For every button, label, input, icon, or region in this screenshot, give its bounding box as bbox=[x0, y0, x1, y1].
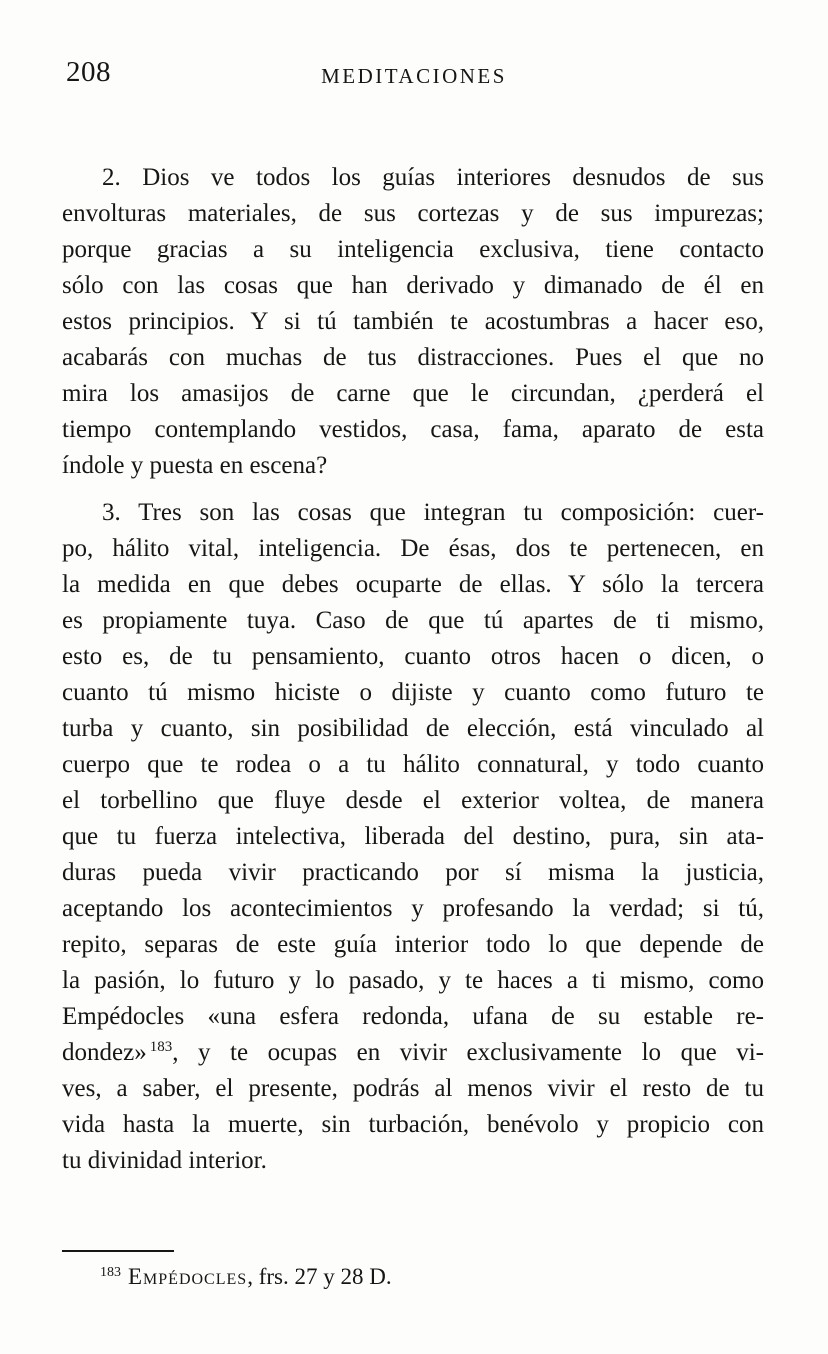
text-line: mira los amasijos de carne que le circundan, ¿perderá el bbox=[62, 380, 764, 407]
text-line: la pasión, lo futuro y lo pasado, y te haces a ti mismo, como bbox=[62, 967, 764, 994]
text-line: índole y puesta en escena? bbox=[62, 452, 328, 479]
text-line: es propiamente tuya. Caso de que tú apartes de ti mismo, bbox=[62, 607, 764, 634]
text-line: porque gracias a su inteligencia exclusiva, tiene contacto bbox=[62, 236, 764, 263]
footnote-marker: 183 bbox=[100, 1265, 121, 1280]
text-line: 2. Dios ve todos los guías interiores desnudos de sus bbox=[102, 164, 764, 191]
footnote-ref-183: 183 bbox=[149, 1039, 173, 1055]
text-segment: dondez» bbox=[62, 1039, 147, 1066]
page-header bbox=[66, 56, 762, 92]
text-line: esto es, de tu pensamiento, cuanto otros hacen o dicen, o bbox=[62, 643, 764, 670]
paragraph-3 bbox=[62, 495, 764, 1179]
text-line: sólo con las cosas que han derivado y dimanado de él en bbox=[62, 272, 764, 299]
footnote-reference: , frs. 27 y 28 D. bbox=[247, 1264, 392, 1289]
text-line: acabarás con muchas de tus distracciones. Pues el que no bbox=[62, 344, 764, 371]
text-line: la medida en que debes ocuparte de ellas. Y sólo la tercera bbox=[62, 571, 764, 598]
text-line: aceptando los acontecimientos y profesando la verdad; si tú, bbox=[62, 895, 764, 922]
text-line: duras pueda vivir practicando por sí misma la justicia, bbox=[62, 859, 764, 886]
text-line: envolturas materiales, de sus cortezas y de sus impurezas; bbox=[62, 200, 764, 227]
footnote-area bbox=[62, 1250, 764, 1292]
running-title: MEDITACIONES bbox=[321, 64, 507, 88]
text-line: Empédocles «una esfera redonda, ufana de su estable re- bbox=[62, 1003, 764, 1030]
text-segment: , y te ocupas en vivir exclusivamente lo que vi- bbox=[172, 1039, 764, 1066]
footnote-rule bbox=[62, 1250, 174, 1252]
footnote-183 bbox=[62, 1262, 764, 1292]
text-line: estos principios. Y si tú también te acostumbras a hacer eso, bbox=[62, 308, 764, 335]
text-line: vida hasta la muerte, sin turbación, benévolo y propicio con bbox=[62, 1111, 764, 1138]
text-line: turba y cuanto, sin posibilidad de elección, está vinculado al bbox=[62, 715, 764, 742]
text-line: que tu fuerza intelectiva, liberada del destino, pura, sin ata- bbox=[62, 823, 764, 850]
paragraph-2 bbox=[62, 160, 764, 484]
footnote-author: Empédocles bbox=[128, 1264, 248, 1289]
text-line: cuanto tú mismo hiciste o dijiste y cuanto como futuro te bbox=[62, 679, 764, 706]
text-line: el torbellino que fluye desde el exterior voltea, de manera bbox=[62, 787, 764, 814]
text-line: tu divinidad interior. bbox=[62, 1147, 267, 1174]
text-line: repito, separas de este guía interior todo lo que depende de bbox=[62, 931, 764, 958]
text-line-with-footnote-ref bbox=[62, 1035, 764, 1071]
text-line: tiempo contemplando vestidos, casa, fama, aparato de esta bbox=[62, 416, 764, 443]
text-line: 3. Tres son las cosas que integran tu composición: cuer- bbox=[102, 499, 764, 526]
body-text bbox=[62, 160, 764, 1179]
text-line: cuerpo que te rodea o a tu hálito connatural, y todo cuanto bbox=[62, 751, 764, 778]
page-number: 208 bbox=[66, 56, 111, 88]
text-line: ves, a saber, el presente, podrás al menos vivir el resto de tu bbox=[62, 1075, 764, 1102]
text-line: po, hálito vital, inteligencia. De ésas, dos te pertenecen, en bbox=[62, 535, 764, 562]
